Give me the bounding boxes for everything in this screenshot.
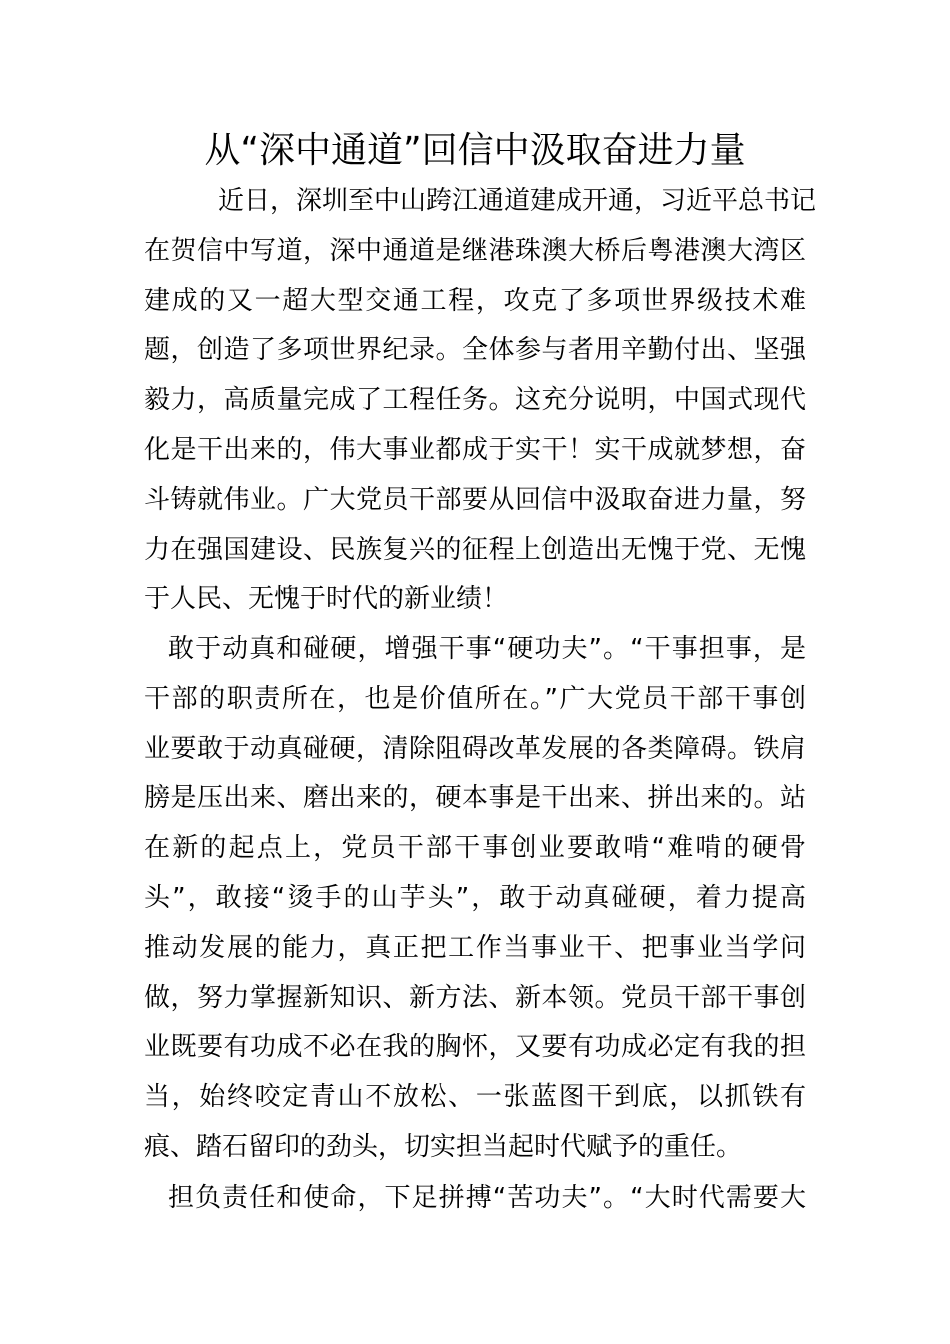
paragraph-line: 做，努力掌握新知识、新方法、新本领。党员干部干事创 [144, 983, 806, 1013]
paragraph-line: 头”，敢接“烫手的山芋头”，敢于动真碰硬，着力提高 [144, 883, 806, 913]
paragraph-line: 当，始终咬定青山不放松、一张蓝图干到底，以抓铁有 [144, 1082, 806, 1112]
paragraph-line: 敢于动真和碰硬，增强干事“硬功夫”。“干事担事，是 [168, 634, 806, 664]
paragraph-line: 力在强国建设、民族复兴的征程上创造出无愧于党、无愧 [144, 535, 806, 565]
paragraph-line: 痕、踏石留印的劲头，切实担当起时代赋予的重任。 [144, 1132, 743, 1162]
paragraph-line: 化是干出来的，伟大事业都成于实干！实干成就梦想，奋 [144, 435, 806, 465]
paragraph-line: 推动发展的能力，真正把工作当事业干、把事业当学问 [144, 933, 806, 963]
paragraph-line: 业要敢于动真碰硬，清除阻碍改革发展的各类障碍。铁肩 [144, 734, 806, 764]
paragraph-line: 业既要有功成不必在我的胸怀，又要有功成必定有我的担 [144, 1032, 806, 1062]
paragraph-line: 近日，深圳至中山跨江通道建成开通，习近平总书记 [218, 186, 817, 216]
paragraph-line: 斗铸就伟业。广大党员干部要从回信中汲取奋进力量，努 [144, 485, 806, 515]
paragraph-line: 于人民、无愧于时代的新业绩！ [144, 584, 509, 614]
paragraph-line: 毅力，高质量完成了工程任务。这充分说明，中国式现代 [144, 385, 806, 415]
paragraph-line: 膀是压出来、磨出来的，硬本事是干出来、拼出来的。站 [144, 783, 806, 813]
paragraph-line: 建成的又一超大型交通工程，攻克了多项世界级技术难 [144, 286, 806, 316]
paragraph-line: 担负责任和使命，下足拼搏“苦功夫”。“大时代需要大 [168, 1183, 806, 1213]
paragraph-line: 干部的职责所在，也是价值所在。”广大党员干部干事创 [144, 684, 806, 714]
paragraph-line: 在贺信中写道，深中通道是继港珠澳大桥后粤港澳大湾区 [144, 236, 806, 266]
paragraph-line: 题，创造了多项世界纪录。全体参与者用辛勤付出、坚强 [144, 335, 806, 365]
paragraph-line: 在新的起点上，党员干部干事创业要敢啃“难啃的硬骨 [144, 833, 806, 863]
document-title: 从“深中通道”回信中汲取奋进力量 [204, 130, 746, 171]
